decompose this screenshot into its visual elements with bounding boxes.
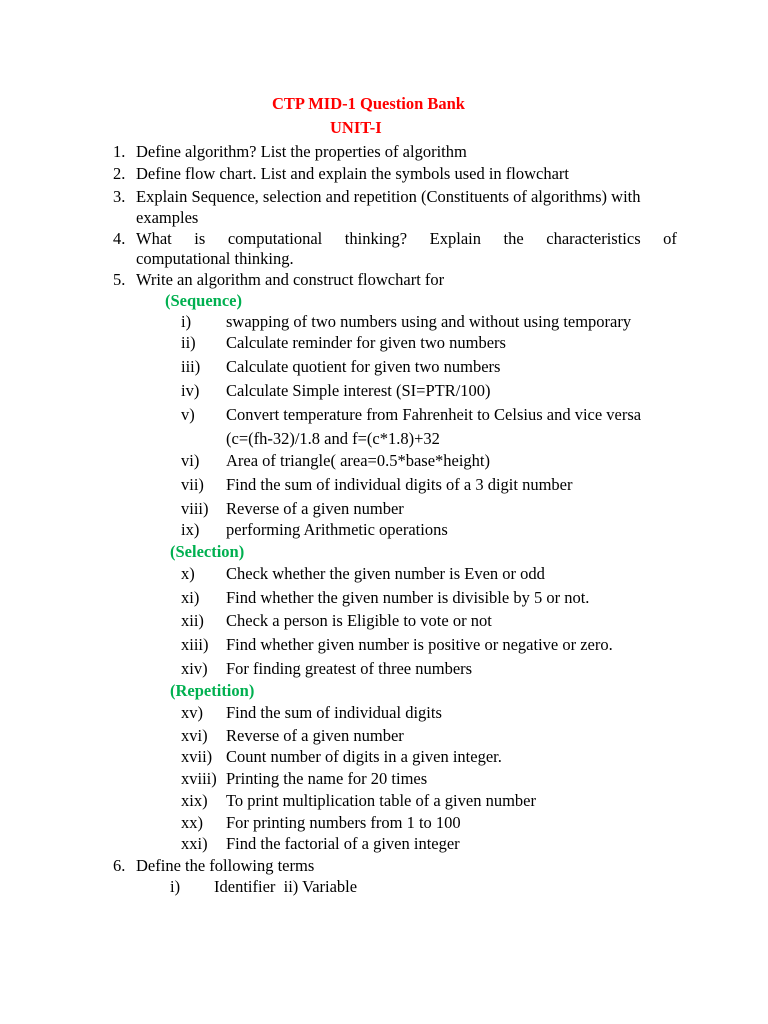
item-text: swapping of two numbers using and without using temporary [226, 312, 632, 331]
item-number: xviii) [181, 769, 217, 788]
question-text-continued: computational thinking. [136, 249, 294, 268]
item-number: xv) [181, 703, 203, 722]
question-number: 4. [113, 229, 126, 248]
word: is [194, 229, 206, 248]
question-text-justified [136, 229, 677, 249]
question-text: Explain Sequence, selection and repetition (Constituents of algorithms) with [136, 187, 641, 206]
item-text: To print multiplication table of a given number [226, 791, 536, 810]
unit-heading: UNIT-I [330, 118, 382, 137]
item-text: Calculate quotient for given two numbers [226, 357, 501, 376]
item-number: vi) [181, 451, 200, 470]
question-text-continued: examples [136, 208, 199, 227]
item-text: Check whether the given number is Even or odd [226, 564, 545, 583]
item-text: Reverse of a given number [226, 726, 404, 745]
item-text: For printing numbers from 1 to 100 [226, 813, 461, 832]
item-text: Reverse of a given number [226, 499, 404, 518]
item-text: Check a person is Eligible to vote or not [226, 611, 492, 630]
question-text: Define flow chart. List and explain the symbols used in flowchart [136, 164, 570, 183]
item-number: xiv) [181, 659, 208, 678]
question-text: Write an algorithm and construct flowchart for [136, 270, 445, 289]
section-heading-sequence: (Sequence) [165, 291, 242, 310]
item-text: Find the sum of individual digits of a 3 digit number [226, 475, 573, 494]
item-text: Count number of digits in a given integer. [226, 747, 502, 766]
word: thinking? [344, 229, 408, 248]
item-text: Printing the name for 20 times [226, 769, 428, 788]
item-number: i) [181, 312, 192, 331]
item-text: Calculate Simple interest (SI=PTR/100) [226, 381, 491, 400]
section-heading-repetition: (Repetition) [170, 681, 255, 700]
item-text: Area of triangle( area=0.5*base*height) [226, 451, 491, 470]
item-text: Find whether given number is positive or negative or zero. [226, 635, 613, 654]
item-number: xi) [181, 588, 200, 607]
item-number: xxi) [181, 834, 208, 853]
item-number: iii) [181, 357, 201, 376]
item-number: xix) [181, 791, 208, 810]
word: What [136, 229, 172, 248]
item-text: (c=(fh-32)/1.8 and f=(c*1.8)+32 [226, 429, 440, 448]
word: of [663, 229, 677, 248]
item-text: Find the factorial of a given integer [226, 834, 460, 853]
item-number: iv) [181, 381, 200, 400]
question-number: 6. [113, 856, 126, 875]
question-number: 2. [113, 164, 126, 183]
question-number: 3. [113, 187, 126, 206]
item-text: performing Arithmetic operations [226, 520, 448, 539]
item-number: xvii) [181, 747, 213, 766]
item-number: xii) [181, 611, 204, 630]
item-number: v) [181, 405, 195, 424]
item-text: Calculate reminder for given two numbers [226, 333, 506, 352]
item-text: For finding greatest of three numbers [226, 659, 473, 678]
question-number: 5. [113, 270, 126, 289]
word: computational [227, 229, 323, 248]
question-text: Define the following terms [136, 856, 315, 875]
item-text: Find the sum of individual digits [226, 703, 442, 722]
item-number: xvi) [181, 726, 208, 745]
section-heading-selection: (Selection) [170, 542, 245, 561]
question-text: Define algorithm? List the properties of algorithm [136, 142, 467, 161]
word: the [503, 229, 524, 248]
item-text: Convert temperature from Fahrenheit to Celsius and vice versa [226, 405, 642, 424]
item-number: ii) [181, 333, 196, 352]
item-number: ix) [181, 520, 200, 539]
item-text: Find whether the given number is divisible by 5 or not. [226, 588, 590, 607]
item-number: x) [181, 564, 195, 583]
item-number: vii) [181, 475, 204, 494]
item-number: xiii) [181, 635, 209, 654]
question-number: 1. [113, 142, 126, 161]
item-number: viii) [181, 499, 209, 518]
word: characteristics [546, 229, 641, 248]
item-number: i) [170, 877, 181, 896]
item-number: xx) [181, 813, 203, 832]
item-text: Identifier ii) Variable [214, 877, 358, 896]
word: Explain [429, 229, 481, 248]
page-title: CTP MID-1 Question Bank [272, 94, 465, 113]
